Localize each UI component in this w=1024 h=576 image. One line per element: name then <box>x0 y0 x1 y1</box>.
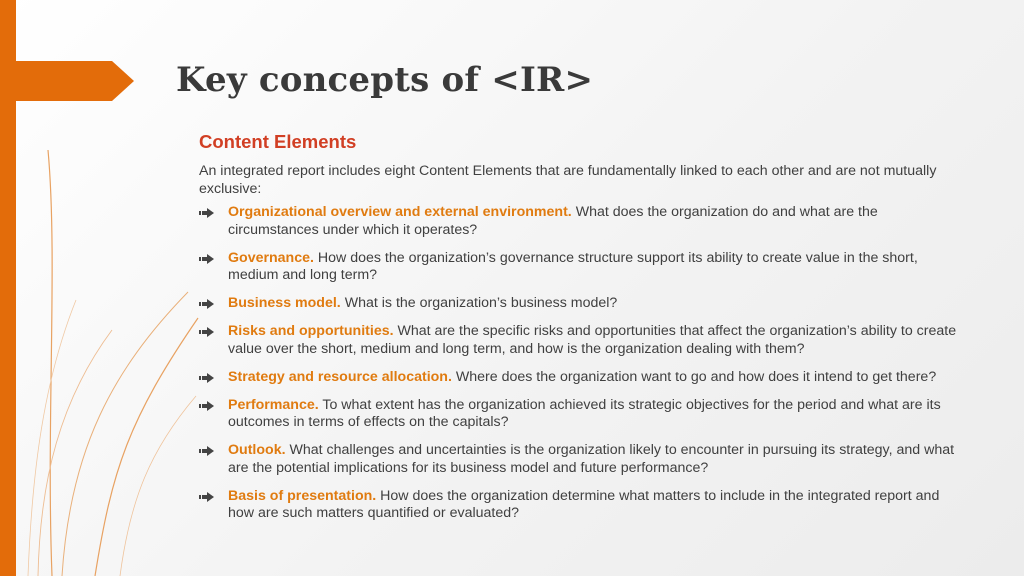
list-item <box>199 250 969 285</box>
content-elements-list <box>199 204 969 523</box>
decor-curve <box>95 318 198 576</box>
intro-paragraph: An integrated report includes eight Content Elements that are fundamentally linked to each other and are not mutually exclusive: <box>199 163 937 197</box>
list-item <box>199 369 969 387</box>
section-subtitle: Content Elements <box>199 131 357 152</box>
item-text: What challenges and uncertainties is the organization likely to encounter in pursuing its strategy, and what are the potential implications for its business model and future performance? <box>228 442 955 476</box>
arrow-bullet-icon <box>199 254 214 264</box>
list-item <box>199 397 969 432</box>
list-item <box>199 442 969 477</box>
item-text: How does the organization’s governance structure support its ability to create value in the short, medium and long term? <box>228 249 918 283</box>
list-item <box>199 295 969 313</box>
list-item <box>199 204 969 239</box>
decor-curve <box>62 292 188 576</box>
item-term: Business model. <box>228 295 341 311</box>
item-text: What are the specific risks and opportunities that affect the organization’s ability to create value over the short, medium and long term, and how is the organization dealing with them? <box>228 323 957 357</box>
item-term: Basis of presentation. <box>228 487 377 504</box>
arrow-bullet-icon <box>199 446 214 456</box>
decor-curve <box>48 150 52 576</box>
arrow-bullet-icon <box>199 492 214 502</box>
item-text: What does the organization do and what are the circumstances under which it operates? <box>228 204 878 238</box>
content-area <box>199 131 969 533</box>
item-text: To what extent has the organization achieved its strategic objectives for the period and what are its outcomes in terms of effects on the capitals? <box>228 396 941 430</box>
list-item <box>199 488 969 523</box>
item-term: Strategy and resource allocation. <box>228 368 452 385</box>
decor-curve <box>120 396 196 576</box>
item-term: Organizational overview and external environment. <box>228 204 572 220</box>
page-title: Key concepts of <IR> <box>176 60 594 100</box>
item-term: Outlook. <box>228 442 286 458</box>
arrow-bullet-icon <box>199 401 214 411</box>
arrow-bullet-icon <box>199 373 214 383</box>
arrow-bullet-icon <box>199 299 214 309</box>
title-arrow-banner <box>0 61 134 101</box>
item-text: What is the organization’s business model? <box>344 295 618 311</box>
arrow-bullet-icon <box>199 327 214 337</box>
list-item <box>199 323 969 358</box>
arrow-bullet-icon <box>199 208 214 218</box>
item-text: Where does the organization want to go and how does it intend to get there? <box>455 368 937 385</box>
item-text: How does the organization determine what matters to include in the integrated report and how are such matters quantified or evaluated? <box>228 487 940 521</box>
item-term: Performance. <box>228 396 319 413</box>
item-term: Risks and opportunities. <box>228 323 394 339</box>
item-term: Governance. <box>228 249 314 266</box>
